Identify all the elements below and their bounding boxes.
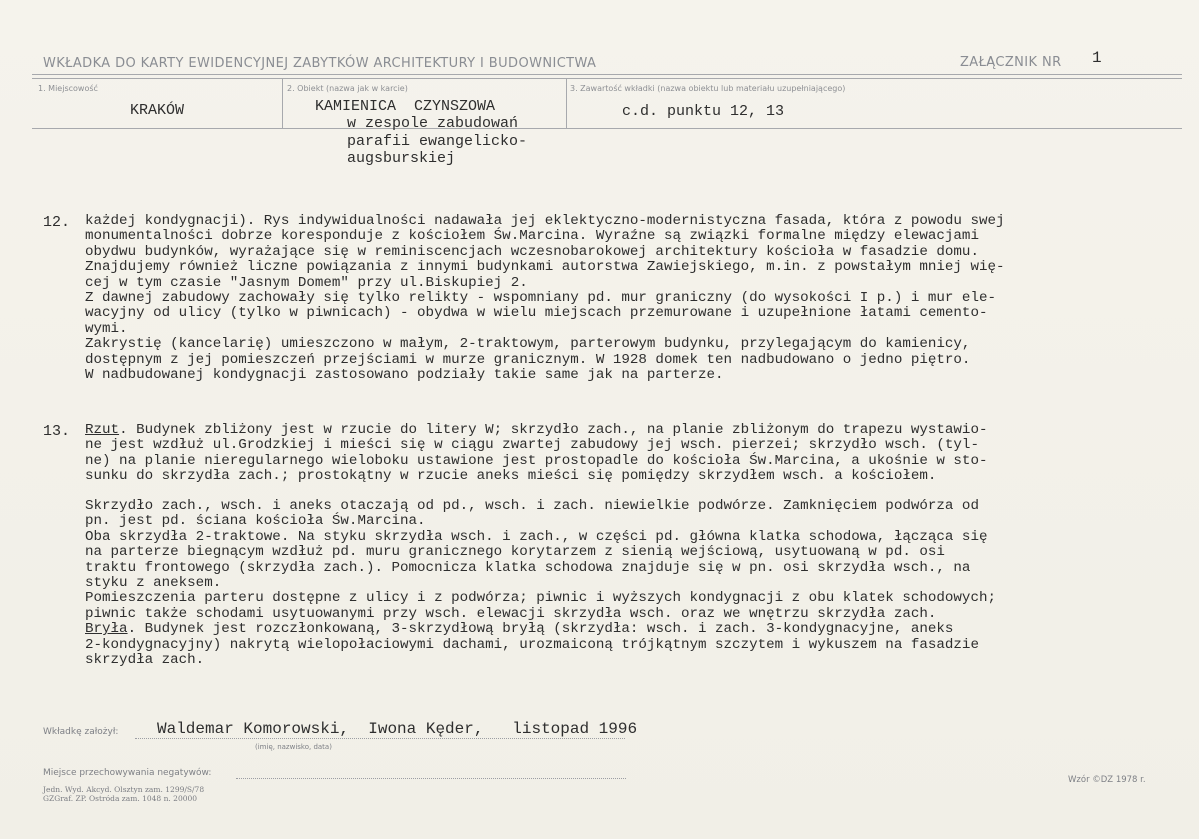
field-object-label: 2. Obiekt (nazwa jak w karcie) <box>287 84 408 93</box>
section-13-text-b <box>85 499 996 668</box>
storage-label: Miejsce przechowywania negatywów: <box>43 768 212 778</box>
form-title: WKŁADKA DO KARTY EWIDENCYJNEJ ZABYTKÓW ARCHITEKTURY I BUDOWNICTWA <box>43 56 597 71</box>
rzut-heading: Rzut <box>85 422 120 438</box>
field-content-label: 3. Zawartość wkładki (nazwa obiektu lub materiału uzupełniającego) <box>570 84 846 93</box>
section-13-line: Skrzydło zach., wsch. i aneks otaczają od pd., wsch. i zach. niewielkie podwórze. Zamknięciem podwórza od <box>85 498 979 514</box>
section-12-line: W nadbudowanej kondygnacji zastosowano podziały takie same jak na parterze. <box>85 367 724 384</box>
object-line-1: KAMIENICA CZYNSZOWA <box>315 98 496 115</box>
storage-line <box>236 778 626 779</box>
field-place-label: 1. Miejscowość <box>38 84 98 93</box>
section-13-line: sunku do skrzydła zach.; prostokątny w rzucie aneks mieści się pomiędzy skrzydłem wsch. a kościołem. <box>85 468 937 485</box>
section-13-line: traktu frontowego (skrzydła zach.). Pomocnicza klatka schodowa znajduje się w pn. osi skrzydła wsch., na <box>85 559 971 576</box>
section-12-line: każdej kondygnacji). Rys indywidualności nadawała jej eklektyczno-modernistyczna fasada, która z powodu swej <box>85 213 1005 229</box>
section-13-line: skrzydła zach. <box>85 652 205 669</box>
section-13-text <box>85 423 987 485</box>
section-13-line: Pomieszczenia parteru dostępne z ulicy i z podwórza; piwnic i wyższych kondygnacji z obu klatek schodowych; <box>85 590 996 607</box>
annex-label: ZAŁĄCZNIK NR <box>960 55 1062 70</box>
imprint-line: Jedn. Wyd. Akcyd. Olsztyn zam. 1299/S/78 <box>43 785 205 794</box>
section-13-line: pn. jest pd. ściana kościoła Św.Marcina. <box>85 513 426 530</box>
header-bottom-rule <box>32 128 1182 129</box>
section-13-line: styku z aneksem. <box>85 575 222 592</box>
section-13-line <box>85 423 987 438</box>
section-13-line: Oba skrzydła 2-traktowe. Na styku skrzydła wsch. i zach., w części pd. główna klatka schodowa, łącząca się <box>85 528 988 545</box>
header-divider-1 <box>282 79 283 128</box>
section-13-line: piwnic także schodami usytuowanymi przy wsch. elewacji skrzydła wsch. oraz we wnętrzu skrzydła zach. <box>85 605 937 622</box>
section-12-text <box>85 214 1005 383</box>
section-12-line: dostępnym z jej pomieszczeń przejściami w murze granicznym. W 1928 domek ten nadbudowano o jedno piętro. <box>85 351 971 368</box>
header-divider-2 <box>566 79 567 128</box>
section-13-number: 13. <box>43 423 71 440</box>
header-top-rule <box>32 74 1182 75</box>
prepared-by-label: Wkładkę założył: <box>43 727 119 737</box>
prepared-by-value: Waldemar Komorowski, Iwona Kęder, listopad 1996 <box>157 720 638 738</box>
section-13-line: na parterze biegnącym wzdłuż pd. muru granicznego korytarzem z sienią wejściową, usytuowaną w pd. osi <box>85 544 945 561</box>
object-line-2: w zespole zabudowań <box>347 115 519 132</box>
section-12-line: cej w tym czasie "Jasnym Domem" przy ul.Biskupiej 2. <box>85 274 528 291</box>
header-mid-rule <box>32 78 1182 79</box>
section-13-line: ne jest wzdłuż ul.Grodzkiej i mieści się w ciągu zwartej zabudowy jej wsch. pierzei; skrzydło wsch. (tyl- <box>85 437 979 454</box>
bryla-line-rest: . Budynek jest rozczłonkowaną, 3-skrzydłową bryłą (skrzydła: wsch. i zach. 3-kondygnacyjne, aneks <box>127 621 954 638</box>
section-12-line: Znajdujemy również liczne powiązania z innymi budynkami autorstwa Zawiejskiego, m.in. z powstałym mniej wię- <box>85 259 1005 276</box>
section-12-number: 12. <box>43 214 71 231</box>
section-12-line: wymi. <box>85 320 128 337</box>
section-12-line: obydwu budynków, wyrażające się w reminiscencjach wczesnobarokowej architektury kościoła w fasadzie domu. <box>85 243 979 260</box>
section-13-line: ne) na planie nieregularnego wieloboku ustawione jest prostopadle do kościoła Św.Marcina, a ukośnie w sto- <box>85 452 988 469</box>
prepared-by-sublabel: (imię, nazwisko, data) <box>255 743 332 751</box>
section-12-line: Zakrystię (kancelarię) umieszczono w małym, 2-traktowym, parterowym budynku, przylegającym do kamienicy, <box>85 336 971 353</box>
section-13-line <box>85 622 996 637</box>
rzut-line-rest: . Budynek zbliżony jest w rzucie do litery W; skrzydło zach., na planie zbliżonym do trapezu wystawio- <box>119 422 988 438</box>
copyright-mark: Wzór ©DZ 1978 r. <box>1068 775 1146 785</box>
section-12-line: wacyjny od ulicy (tylko w piwnicach) - obydwa w wielu miejscach przemurowane i uzupełnione łatami cemento- <box>85 305 988 322</box>
object-line-3: parafii ewangelicko- <box>347 133 528 150</box>
section-12-line: monumentalności dobrze koresponduje z kościołem Św.Marcina. Wyraźne są związki formalne między elewacjami <box>85 228 979 245</box>
annex-number: 1 <box>1092 49 1102 67</box>
bryla-heading: Bryła <box>85 621 128 638</box>
place-value: KRAKÓW <box>130 102 185 119</box>
section-13-line: 2-kondygnacyjny) nakrytą wielopołaciowymi dachami, urozmaiconą trójkątnym szczytem i wykuszem na fasadzie <box>85 636 979 653</box>
object-line-4: augsburskiej <box>347 150 456 167</box>
printer-imprint <box>43 785 204 803</box>
section-12-line: Z dawnej zabudowy zachowały się tylko relikty - wspomniany pd. mur graniczny (do wysokości I p.) i mur ele- <box>85 290 996 307</box>
content-value: c.d. punktu 12, 13 <box>622 103 785 120</box>
prepared-by-line <box>135 738 625 739</box>
imprint-line: GZGraf. ZP. Ostróda zam. 1048 n. 20000 <box>43 794 198 803</box>
